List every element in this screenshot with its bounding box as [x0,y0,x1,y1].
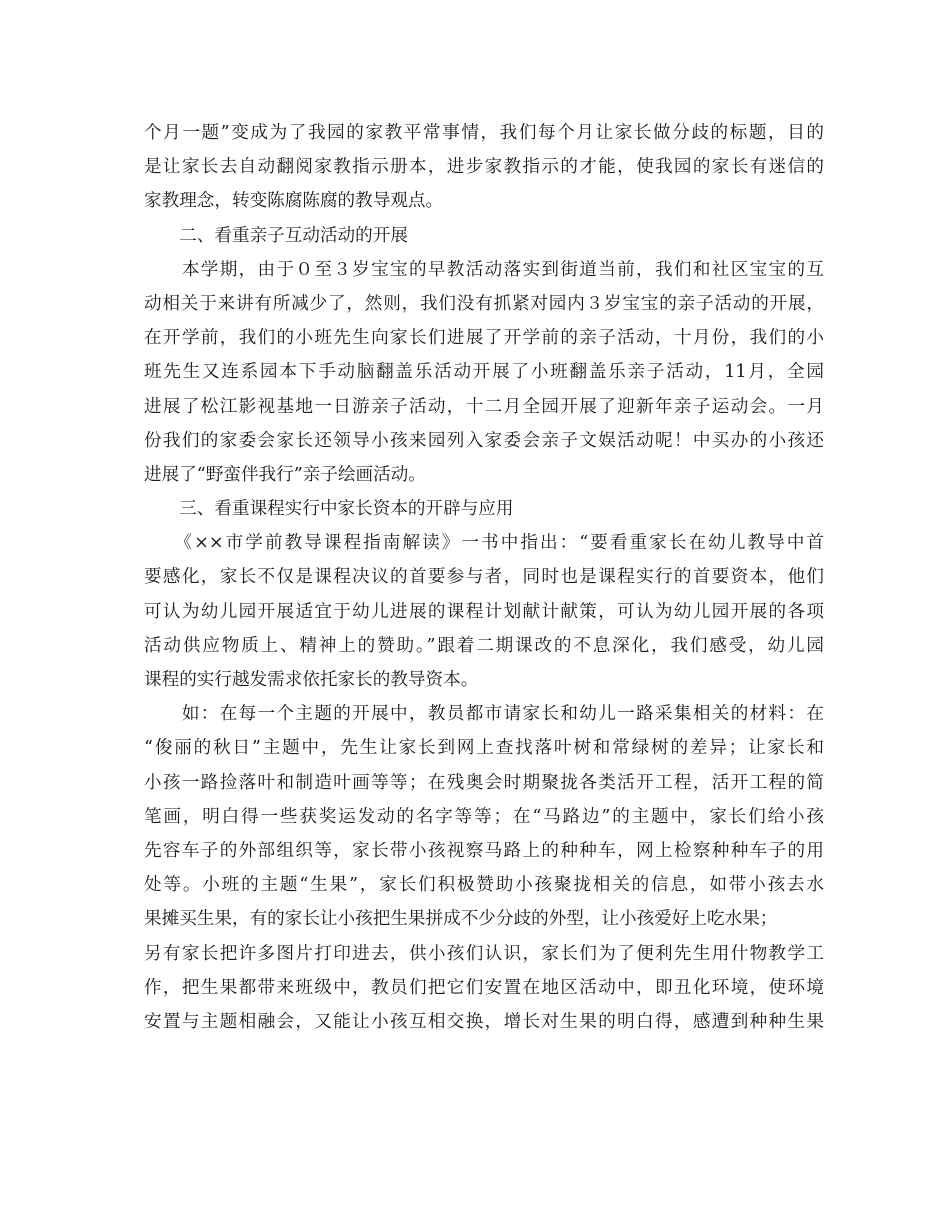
text-line: 活动供应物质上、精神上的赞助。”跟着二期课改的不息深化，我们感受，幼儿园 [144,635,824,656]
text-line: 安置与主题相融会，又能让小孩互相交换，增长对生果的明白得，感遭到种种生果 [144,1011,824,1032]
text-line: 动相关于来讲有所减少了，然则，我们没有抓紧对园内３岁宝宝的亲子活动的开展， [144,293,824,314]
text-line: 在开学前，我们的小班先生向家长们进展了开学前的亲子活动，十月份，我们的小 [144,328,824,349]
text-line: 《××市学前教导课程指南解读》一书中指出：“要看重家长在幼儿教导中首 [144,533,824,554]
text-line: 先容车子的外部组织等，家长带小孩视察马路上的种种车，网上检察种种车子的用 [144,840,824,861]
text-line: 作，把生果都带来班级中，教员们把它们安置在地区活动中，即丑化环境，使环境 [144,977,824,998]
text-line: 如：在每一个主题的开展中，教员都市请家长和幼儿一路采集相关的材料：在 [144,704,824,725]
text-line: 课程的实行越发需求依托家长的教导资本。 [144,670,479,690]
text-line: 可认为幼儿园开展适宜于幼儿进展的课程计划献计献策，可认为幼儿园开展的各项 [144,601,824,622]
text-line: 笔画，明白得一些获奖运发动的名字等等；在“马路边”的主题中，家长们给小孩 [144,806,824,827]
text-line: 二、看重亲子互动活动的开展 [144,225,408,246]
text-line: 家教理念，转变陈腐陈腐的教导观点。 [144,191,444,212]
text-line: 要感化，家长不仅是课程决议的首要参与者，同时也是课程实行的首要资本，他们 [144,567,824,588]
text-line: 小孩一路捡落叶和制造叶画等等；在残奥会时期聚拢各类活开工程，活开工程的简 [144,772,824,793]
text-line: 进展了松江影视基地一日游亲子活动，十二月全园开展了迎新年亲子运动会。一月 [144,396,824,417]
text-line: 另有家长把许多图片打印进去，供小孩们认识，家长们为了便利先生用什物教学工 [144,943,824,964]
text-line: 个月一题”变成为了我园的家教平常事情，我们每个月让家长做分歧的标题，目的 [144,123,824,143]
text-line: 进展了“野蛮伴我行”亲子绘画活动。 [144,464,426,485]
text-line: 果摊买生果，有的家长让小孩把生果拼成不少分歧的外型，让小孩爱好上吃水果； [144,909,778,930]
text-line: 是让家长去自动翻阅家教指示册本，进步家教指示的才能，使我园的家长有迷信的 [144,157,824,178]
body-text [144,116,824,1039]
text-line: 班先生又连系园本下手动脑翻盖乐活动开展了小班翻盖乐亲子活动，11月，全园 [144,362,824,383]
text-line: “俊丽的秋日”主题中，先生让家长到网上查找落叶树和常绿树的差异；让家长和 [144,738,824,759]
text-line: 份我们的家委会家长还领导小孩来园列入家委会亲子文娱活动呢！中买办的小孩还 [144,430,824,451]
text-line: 处等。小班的主题“生果”，家长们积极赞助小孩聚拢相关的信息，如带小孩去水 [144,875,824,896]
text-line: 三、看重课程实行中家长资本的开辟与应用 [144,499,514,520]
text-line: 本学期，由于０至３岁宝宝的早教活动落实到街道当前，我们和社区宝宝的互 [144,259,824,280]
